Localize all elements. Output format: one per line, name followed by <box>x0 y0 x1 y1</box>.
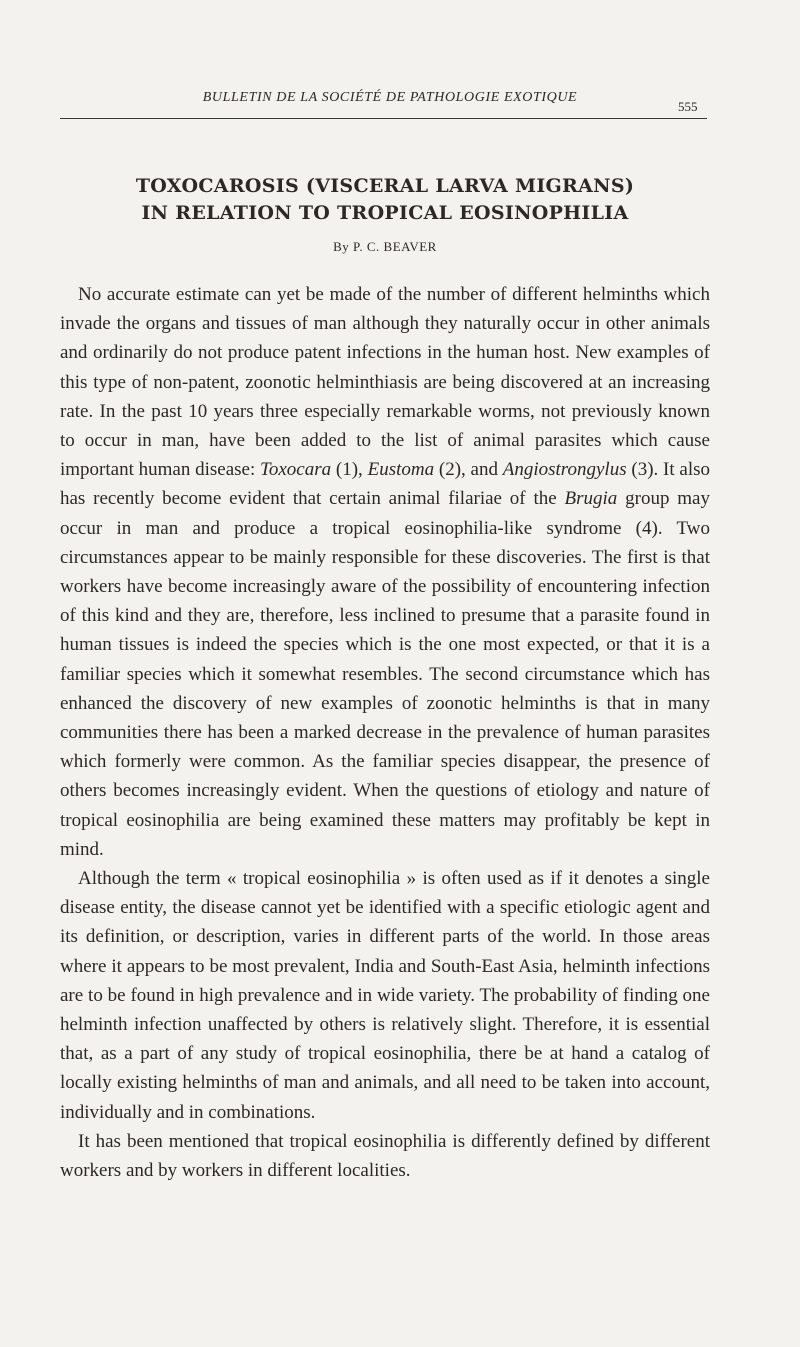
paragraph-1-text-d: (3). It also has recently become evident that certain animal filariae of the <box>60 459 711 510</box>
running-head: BULLETIN DE LA SOCIÉTÉ DE PATHOLOGIE EXOTIQUE <box>202 90 578 105</box>
paragraph-1 <box>60 280 710 864</box>
paragraph-2: Although the term « tropical eosinophilia » is often used as if it denotes a single disease entity, the disease cannot yet be identified with a specific etiologic agent and its definition, or description, varies in different parts of the world. In those areas where it appears to be most prevalent, India and South-East Asia, helminth infections are to be found in high prevalence and in wide variety. The probability of finding one helminth infection unaffected by others is relatively slight. Therefore, it is essential that, as a part of any study of tropical eosinophilia, there be at hand a catalog of locally existing helminths of man and animals, and all need to be taken into account, individually and in combinations. <box>60 868 710 1123</box>
article-body <box>60 280 710 1185</box>
header-rule <box>60 118 707 119</box>
genus-toxocara: Toxocara <box>260 459 332 481</box>
genus-angiostrongylus: Angiostrongylus <box>502 459 627 481</box>
genus-eustoma: Eustoma <box>367 459 435 481</box>
title-line-1: TOXOCAROSIS (VISCERAL LARVA MIGRANS) <box>135 175 635 197</box>
article-title <box>60 173 710 227</box>
genus-brugia: Brugia <box>564 488 618 510</box>
paragraph-1-text-a: No accurate estimate can yet be made of the number of different helminths which invade the organs and tissues of man although they naturally occur in other animals and ordinarily do not produce patent infections in the human host. New examples of this type of non-patent, zoonotic helminthiasis are being discovered at an increasing rate. In the past 10 years three especially remarkable worms, not previously known to occur in man, have been added to the list of animal parasites which cause important human disease: <box>60 284 710 481</box>
paragraph-1-text-e: group may occur in man and produce a tropical eosinophilia-like syndrome (4). Two circumstances appear to be mainly responsible for these discoveries. The first is that workers have become increasingly aware of the possibility of encountering infection of this kind and they are, therefore, less inclined to presume that a parasite found in human tissues is indeed the species which is the one most expected, or that it is a familiar species which it somewhat resembles. The second circumstance which has enhanced the discovery of new examples of zoonotic helminths is that in many communities there has been a marked decrease in the prevalence of human parasites which formerly were common. As the familiar species disappear, the presence of others becomes increasingly evident. When the questions of etiology and nature of tropical eosinophilia are being examined these matters may profitably be kept in mind. <box>60 488 710 860</box>
paragraph-1-text-c: (2), and <box>434 459 503 481</box>
page-number: 555 <box>678 99 698 114</box>
title-line-2: IN RELATION TO TROPICAL EOSINOPHILIA <box>141 202 629 224</box>
paragraph-3: It has been mentioned that tropical eosinophilia is differently defined by different workers and by workers in different localities. <box>60 1130 710 1182</box>
author-byline: By P. C. BEAVER <box>333 239 437 254</box>
paragraph-1-text-b: (1), <box>331 459 368 481</box>
